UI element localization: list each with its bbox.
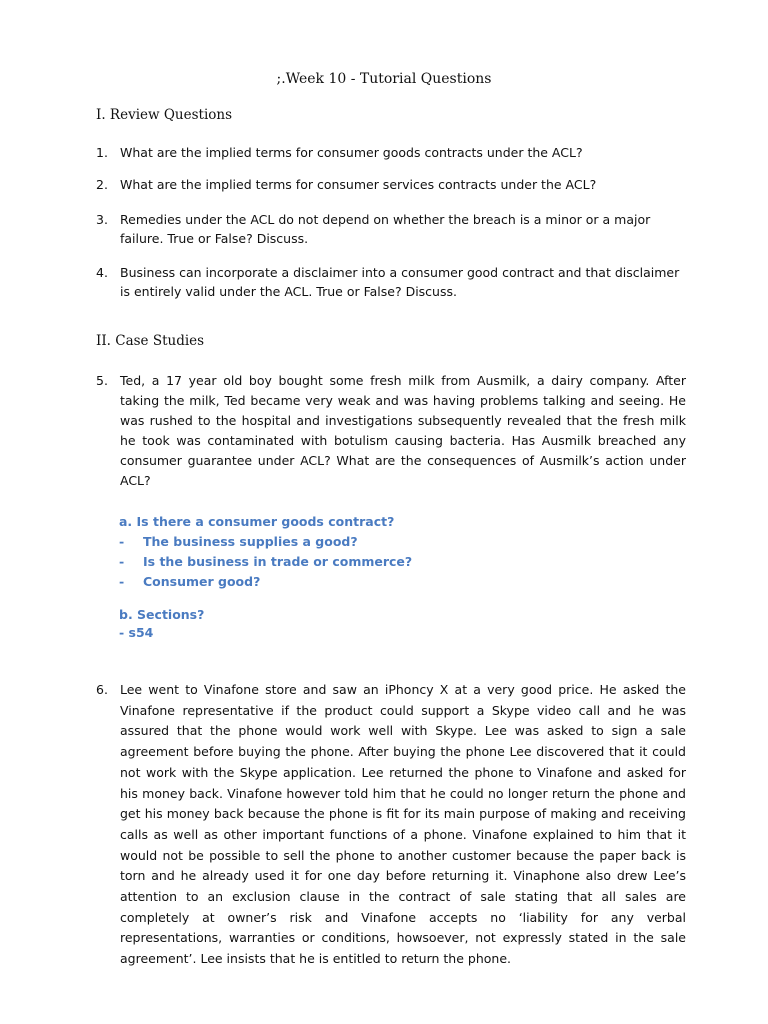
- question-text: What are the implied terms for consumer services contracts under the ACL?: [120, 177, 597, 192]
- review-question-2: [96, 175, 686, 194]
- answer-bullet-1: [119, 534, 358, 549]
- review-question-3: [96, 210, 686, 248]
- review-question-4: [96, 263, 686, 301]
- question-text: Remedies under the ACL do not depend on whether the breach is a minor or a major failure. True or False? Discuss.: [120, 212, 651, 246]
- question-text: Business can incorporate a disclaimer into a consumer good contract and that disclaimer is entirely valid under the ACL. True or False? Discuss.: [120, 265, 680, 299]
- case-study-5: [96, 371, 686, 491]
- bullet-text: The business supplies a good?: [143, 534, 358, 549]
- case-number: 6.: [96, 682, 108, 697]
- bullet-mark: -: [119, 554, 125, 569]
- case-text: Lee went to Vinafone store and saw an iPhoncy X at a very good price. He asked the Vinafone representative if the product could support a Skype video call and he was assured that the phone would work well with Skype. Lee was asked to sign a sale agreement before buying the phone. After buying the phone Lee discovered that it could not work with the Skype application. Lee returned the phone to Vinafone and asked for his money back. Vinafone however told him that he could no longer return the phone and get his money back because the phone is fit for its main purpose of making and receiving calls as well as other important functions of a phone. Vinafone explained to him that it would not be possible to sell the phone to another customer because the paper back is torn and he already used it for one day before returning it. Vinaphone also drew Lee’s attention to an exclusion clause in the contract of sale stating that all sales are completely at owner’s risk and Vinafone accepts no ‘liability for any verbal representations, warranties or conditions, howsoever, not expressly stated in the sale agreement’. Lee insists that he is entitled to return the phone.: [120, 682, 686, 967]
- bullet-mark: -: [119, 574, 125, 589]
- answer-b-item: - s54: [119, 625, 154, 640]
- question-number: 2.: [96, 177, 108, 192]
- bullet-text: Is the business in trade or commerce?: [143, 554, 413, 569]
- bullet-mark: -: [119, 534, 125, 549]
- review-question-1: [96, 143, 686, 162]
- question-number: 1.: [96, 145, 108, 160]
- answer-bullet-3: [119, 574, 260, 589]
- question-number: 3.: [96, 212, 108, 227]
- question-number: 4.: [96, 265, 108, 280]
- case-text: Ted, a 17 year old boy bought some fresh milk from Ausmilk, a dairy company. After taking the milk, Ted became very weak and was having problems talking and seeing. He was rushed to the hospital and investigations subsequently revealed that the fresh milk he took was contaminated with botulism causing bacteria. Has Ausmilk breached any consumer guarantee under ACL? What are the consequences of Ausmilk’s action under ACL?: [120, 373, 686, 488]
- answer-bullet-2: [119, 554, 412, 569]
- answer-b-heading: b. Sections?: [119, 607, 205, 622]
- answer-a-heading: a. Is there a consumer goods contract?: [119, 514, 395, 529]
- question-text: What are the implied terms for consumer goods contracts under the ACL?: [120, 145, 583, 160]
- review-questions-heading: I. Review Questions: [96, 107, 233, 123]
- page-title: ;.Week 10 - Tutorial Questions: [276, 71, 492, 87]
- case-number: 5.: [96, 373, 108, 388]
- case-studies-heading: II. Case Studies: [96, 333, 205, 349]
- case-study-6: [96, 680, 686, 970]
- bullet-text: Consumer good?: [143, 574, 261, 589]
